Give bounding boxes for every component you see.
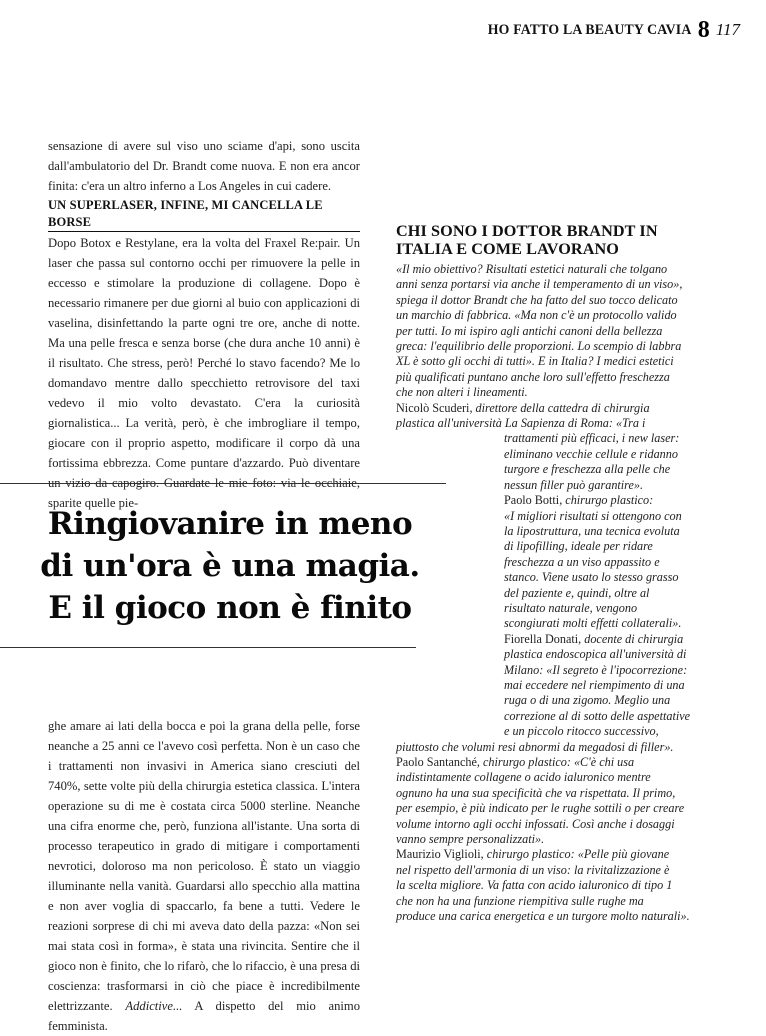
doctor-role: chirurgo plastico: bbox=[562, 493, 654, 508]
sidebar-line: ognuno ha una sua specificità che va rispettata. Il primo, bbox=[396, 785, 676, 800]
sidebar-line: Milano: «Il segreto è l'ipocorrezione: bbox=[504, 662, 688, 677]
sidebar-body bbox=[396, 262, 696, 924]
article-text: A dispetto del mio animo femminista. bbox=[48, 999, 360, 1033]
doctor-name: Paolo Botti, bbox=[504, 493, 563, 508]
article-column-top bbox=[48, 136, 360, 513]
sidebar-line: la scelta migliore. Va fatta con acido ialuronico di tipo 1 bbox=[396, 878, 673, 893]
sidebar-line: XL è sotto gli occhi di tutti». E in Italia? I medici estetici bbox=[396, 354, 674, 369]
sidebar-line bbox=[396, 632, 696, 647]
sidebar-title bbox=[396, 222, 696, 258]
doctor-name: Nicolò Scuderi, bbox=[396, 400, 473, 415]
doctor-name: Paolo Santanché, bbox=[396, 755, 480, 769]
sidebar-line: che non ha una funzione riempitiva sulle rughe ma bbox=[396, 893, 644, 908]
sidebar-line: spiega il dottor Brandt che ha fatto del suo tocco delicato bbox=[396, 292, 678, 307]
article-paragraph: Dopo Botox e Restylane, era la volta del Fraxel Re:pair. Un laser che passa sul contorno occhi per rimuovere la pelle in eccesso e stimolare la produzione di collagene. Dopo è necessario rimanere per due giorni al buio con applicazioni di vaselina, disinfettando la parte ogni tre ore, anche di notte. Ma una pelle fresca e senza borse (che dura anche 10 anni) è il risultato. Che stress, però! Perché lo stavo facendo? Me lo domandavo mentre dallo specchietto retrovisore del taxi vedevo il mio volto devastato. C'era la curiosità giornalistica... La verità, però, è che imbrogliare il tempo, giocare con il proprio aspetto, modificare il corpo dà una fortissima ebbrezza. Come puntare d'azzardo. Può diventare un vizio da capogiro. Guardate le mie foto: via le occhiaie, sparite quelle pie- bbox=[48, 236, 360, 510]
sidebar-line: greca: l'equilibrio delle proporzioni. Lo scempio di labbra bbox=[396, 339, 682, 354]
pull-quote-rule-bottom bbox=[0, 647, 416, 648]
sidebar-line: vanno sempre personalizzati». bbox=[396, 832, 545, 847]
sidebar-line: trattamenti più efficaci, i new laser: bbox=[504, 431, 680, 446]
sidebar-line: «Il mio obiettivo? Risultati estetici naturali che tolgano bbox=[396, 262, 668, 276]
sidebar-line: turgore e freschezza alla pelle che bbox=[504, 462, 671, 477]
sidebar-line: ruga o di una zigomo. Meglio una bbox=[504, 693, 671, 708]
sidebar-line: la lipostruttura, una tecnica evoluta bbox=[504, 523, 680, 538]
pull-quote-line: di un'ora è una magia. bbox=[40, 548, 420, 584]
sidebar-title-line: CHI SONO I DOTTOR BRANDT IN bbox=[396, 222, 658, 240]
sidebar-line: indistintamente collagene o acido ialuronico mentre bbox=[396, 770, 651, 785]
sidebar-line: un marchio di fabbrica. «Ma non c'è un protocollo valido bbox=[396, 308, 677, 323]
sidebar-line: «I migliori risultati si ottengono con bbox=[504, 508, 682, 523]
page-number: 117 bbox=[715, 20, 740, 39]
article-paragraph bbox=[48, 716, 360, 1036]
pull-quote-line: E il gioco non è finito bbox=[48, 590, 412, 626]
pull-quote bbox=[14, 503, 446, 629]
pull-quote-rule-top bbox=[0, 483, 446, 484]
sidebar-line: plastica all'università La Sapienza di Roma: «Tra i bbox=[396, 416, 646, 431]
sidebar-line: che non alteri i lineamenti. bbox=[396, 385, 528, 400]
sidebar-line: e un piccolo ritocco successivo, bbox=[504, 724, 659, 739]
doctor-name: Maurizio Viglioli, bbox=[396, 847, 484, 862]
sidebar-line: stanco. Viene usato lo stesso grasso bbox=[504, 570, 679, 585]
sidebar-line: eliminano vecchie cellule e ridanno bbox=[504, 446, 678, 461]
sidebar-line: anni senza portarsi via anche il temperamento di un viso», bbox=[396, 277, 683, 292]
article-italic-word: Addictive... bbox=[125, 999, 183, 1013]
section-title: HO FATTO LA BEAUTY CAVIA bbox=[487, 21, 692, 38]
running-head bbox=[470, 18, 740, 42]
pull-quote-line: Ringiovanire in meno bbox=[47, 506, 413, 542]
doctor-role: docente di chirurgia bbox=[581, 631, 684, 646]
sidebar-line: plastica endoscopica all'università di bbox=[504, 647, 687, 662]
separator-mark: 8 bbox=[697, 17, 710, 43]
sidebar-line: mai eccedere nel riempimento di una bbox=[504, 677, 685, 692]
sidebar-line: più qualificati puntano anche loro sull'effetto freschezza bbox=[396, 369, 670, 384]
sidebar-line: per tutti. Io mi ispiro agli antichi canoni della bellezza bbox=[396, 323, 663, 338]
article-paragraph: sensazione di avere sul viso uno sciame d'api, sono uscita dall'ambulatorio del Dr. Brandt come nuova. E non era ancor finita: c'era un altro inferno a Los Angeles in cui cadere. bbox=[48, 139, 360, 193]
sidebar-line: piuttosto che volumi resi abnormi da megadosi di filler». bbox=[396, 739, 674, 754]
sidebar-line: nel rispetto dell'armonia di un viso: la rivitalizzazione è bbox=[396, 862, 670, 877]
sidebar-line: scongiurati molti effetti collaterali». bbox=[504, 616, 682, 631]
article-column-bottom bbox=[48, 716, 360, 1036]
sidebar-line: di lipofilling, ideale per ridare bbox=[504, 539, 653, 554]
doctor-role: chirurgo plastico: «C'è chi usa bbox=[479, 755, 635, 769]
sidebar-line: volume intorno agli occhi infossati. Così anche i dosaggi bbox=[396, 816, 675, 831]
sidebar-line bbox=[396, 493, 696, 508]
doctor-role: direttore della cattedra di chirurgia bbox=[472, 400, 650, 415]
sidebar-line: per esempio, è più indicato per le rughe sottili o per creare bbox=[396, 801, 685, 816]
sidebar-line: nessun filler può garantire». bbox=[504, 477, 644, 492]
sidebar-line bbox=[396, 755, 696, 770]
sidebar-line bbox=[396, 847, 696, 862]
doctor-name: Fiorella Donati, bbox=[504, 631, 582, 646]
article-subhead: UN SUPERLASER, INFINE, MI CANCELLA LE BORSE bbox=[48, 197, 360, 232]
sidebar-line: del paziente e, quindi, oltre al bbox=[504, 585, 650, 600]
article-text: ghe amare ai lati della bocca e poi la grana della pelle, forse neanche a 25 anni ce l'avevo così perfetta. Non è un caso che i trattamenti non invasivi in America siano cresciuti del 740%, sette volte più della chirurgia estetica classica. L'intera operazione su di me è costata circa 5000 sterline. Neanche una cifra enorme che, però, funziona all'istante. Una sorta di processo terapeutico in grado di mitigare i comportamenti nevrotici, doloroso ma non pericoloso. È stato un viaggio illuminante nella vanità. Guardarsi allo specchio alla mattina e non aver voglia di spaccarlo, fa bene a tutti. Vedere le reazioni sorprese di chi mi aveva dato della pazza: «Non sei mai stata così in forma», è stata una rivincita. Sentire che il gioco non è finito, che lo rifarò, che lo rifaccio, è una presa di coscienza: trasformarsi in ciò che piace è incredibilmente elettrizzante. bbox=[48, 719, 360, 1013]
sidebar-line: correzione al di sotto delle aspettative bbox=[504, 708, 691, 723]
sidebar-line bbox=[396, 401, 696, 416]
sidebar-title-line: ITALIA E COME LAVORANO bbox=[396, 240, 619, 258]
sidebar-line: freschezza a un viso appassito e bbox=[504, 554, 660, 569]
sidebar-box bbox=[396, 222, 696, 924]
sidebar-line: risultato naturale, vengono bbox=[504, 600, 638, 615]
doctor-role: chirurgo plastico: «Pelle più giovane bbox=[483, 847, 670, 862]
sidebar-line: produce una carica energetica e un turgore molto naturali». bbox=[396, 909, 690, 924]
